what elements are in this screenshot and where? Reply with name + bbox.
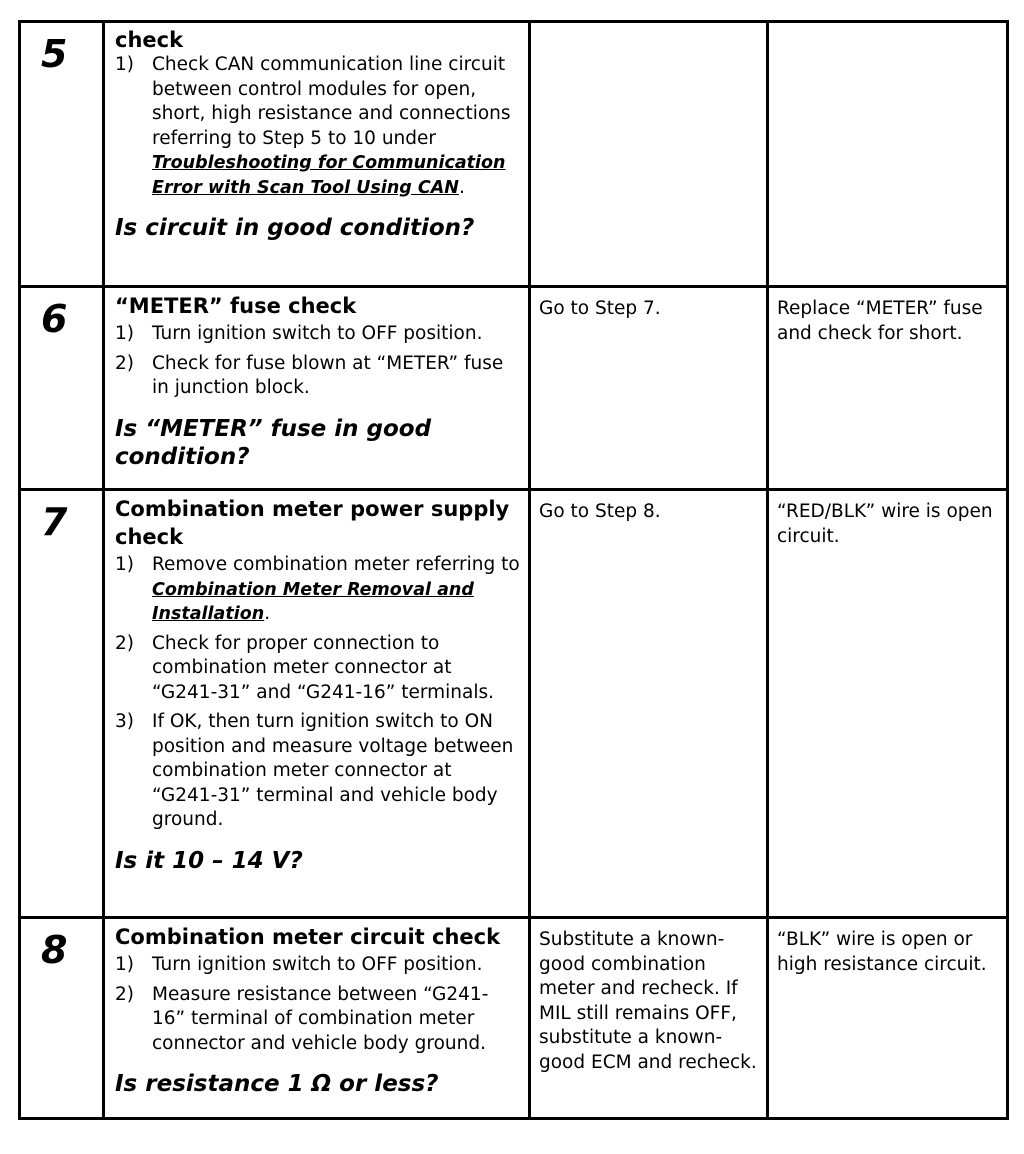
action-list (115, 553, 520, 833)
action-list (115, 953, 520, 1056)
yes-result: Go to Step 8. (539, 501, 661, 522)
step-question: Is resistance 1 Ω or less? (115, 1071, 439, 1097)
action-item: 1) Turn ignition switch to OFF position. (115, 323, 483, 344)
yes-result: Go to Step 7. (539, 298, 661, 319)
action-item: 2) Check for proper connection to combination meter connector at “G241-31” and “G241-16” terminals. (115, 632, 494, 703)
step-title: Combination meter power supply check (115, 497, 510, 549)
no-cell (768, 287, 1008, 490)
step-cell (20, 22, 104, 287)
no-cell (768, 490, 1008, 918)
action-item: 2) Check for fuse blown at “METER” fuse in junction block. (115, 352, 504, 398)
action-item: 2) Measure resistance between “G241-16” terminal of combination meter connector and vehicle body ground. (115, 983, 489, 1054)
action-cell (104, 287, 530, 490)
step-row-6 (20, 287, 1008, 490)
step-question: Is circuit in good condition? (115, 215, 475, 241)
step-title: Combination meter circuit check (115, 925, 501, 949)
yes-cell (530, 287, 768, 490)
action-item: 1) Remove combination meter referring to Combination Meter Removal and Installation. (115, 554, 520, 624)
step-row-7 (20, 490, 1008, 918)
step-row-5 (20, 22, 1008, 287)
step-title: “METER” fuse check (115, 294, 357, 318)
action-cell (104, 22, 530, 287)
action-list (115, 322, 520, 401)
step-title: check (115, 28, 184, 52)
step-cell (20, 490, 104, 918)
no-result: “BLK” wire is open or high resistance circuit. (777, 929, 987, 975)
action-list (115, 53, 520, 200)
step-row-8 (20, 918, 1008, 1119)
action-cell (104, 918, 530, 1119)
step-question: Is it 10 – 14 V? (115, 847, 303, 874)
step-question: Is “METER” fuse in good condition? (115, 415, 432, 470)
action-item: 3) If OK, then turn ignition switch to ON position and measure voltage between combination meter connector at “G241-31” terminal and vehicle body ground. (115, 711, 514, 830)
no-result: Replace “METER” fuse and check for short. (777, 298, 983, 344)
step-cell (20, 287, 104, 490)
step-number: 6 (41, 297, 68, 341)
step-number: 8 (41, 928, 68, 972)
yes-cell (530, 22, 768, 287)
action-item: 1) Turn ignition switch to OFF position. (115, 954, 483, 975)
step-number: 7 (41, 500, 68, 544)
no-cell (768, 22, 1008, 287)
yes-result: Substitute a known-good combination meter and recheck. If MIL still remains OFF, substitute a known-good ECM and recheck. (539, 929, 757, 1073)
yes-cell (530, 490, 768, 918)
step-cell (20, 918, 104, 1119)
action-item: 1) Check CAN communication line circuit between control modules for open, short, high resistance and connections referring to Step 5 to 10 under Troubleshooting for Communication Error with Scan Tool Using CAN. (115, 54, 511, 198)
reference-link[interactable]: Combination Meter Removal and Installation (152, 579, 474, 624)
action-cell (104, 490, 530, 918)
step-number: 5 (41, 32, 68, 76)
no-cell (768, 918, 1008, 1119)
no-result: “RED/BLK” wire is open circuit. (777, 501, 993, 547)
troubleshooting-table (18, 20, 1009, 1120)
reference-link[interactable]: Troubleshooting for Communication Error with Scan Tool Using CAN (152, 153, 506, 198)
yes-cell (530, 918, 768, 1119)
